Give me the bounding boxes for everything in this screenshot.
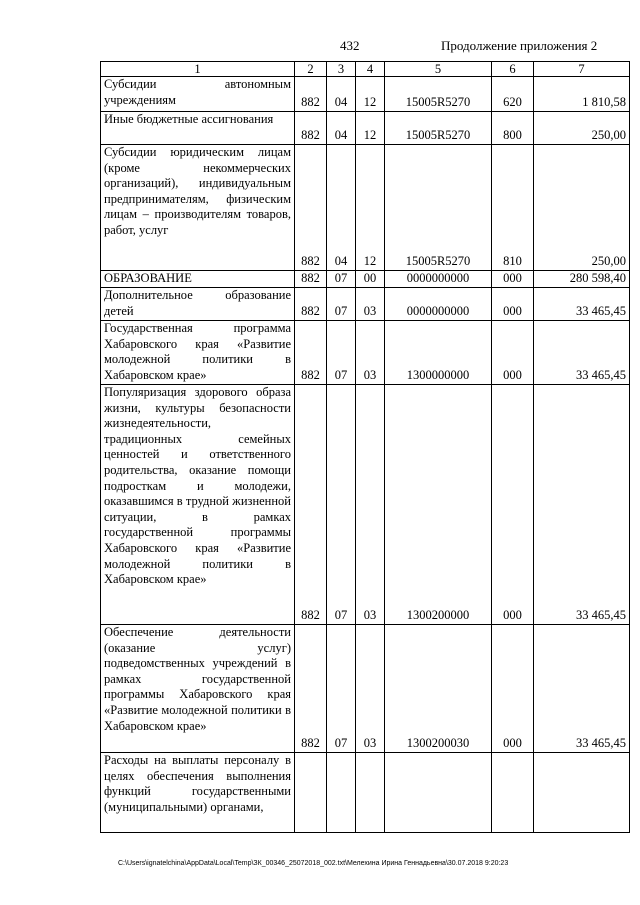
cell-expense-type: 000 — [492, 385, 534, 625]
cell-target-article: 1300000000 — [385, 321, 492, 385]
cell-subsection: 03 — [356, 288, 385, 321]
cell-amount: 250,00 — [534, 112, 630, 145]
cell-amount — [534, 753, 630, 833]
cell-amount: 250,00 — [534, 145, 630, 271]
table-row — [101, 321, 630, 385]
cell-amount: 33 465,45 — [534, 288, 630, 321]
cell-admin-code: 882 — [295, 321, 327, 385]
row-name: Субсидии автономным учреждениям — [101, 77, 295, 112]
header-row — [101, 62, 630, 77]
row-name: Расходы на выплаты персоналу в целях обеспечения выполнения функций государственными (муниципальными) органами, — [101, 753, 295, 833]
table-row — [101, 145, 630, 271]
cell-subsection: 00 — [356, 271, 385, 288]
cell-subsection: 03 — [356, 321, 385, 385]
cell-target-article: 15005R5270 — [385, 145, 492, 271]
column-header: 4 — [356, 62, 385, 77]
file-path-footer: C:\Users\ignatelchina\AppData\Local\Temp\ЗК_00346_25072018_002.txt\Мелехина Ирина Геннадьевна\30.07.2018 9:20:23 — [118, 860, 509, 867]
cell-expense-type: 000 — [492, 288, 534, 321]
cell-section: 07 — [327, 625, 356, 753]
cell-expense-type: 620 — [492, 77, 534, 112]
cell-amount: 33 465,45 — [534, 625, 630, 753]
column-header: 7 — [534, 62, 630, 77]
cell-expense-type: 810 — [492, 145, 534, 271]
row-name: ОБРАЗОВАНИЕ — [101, 271, 295, 288]
cell-target-article: 15005R5270 — [385, 77, 492, 112]
continuation-label: Продолжение приложения 2 — [441, 38, 598, 53]
table-row — [101, 753, 630, 833]
row-name: Обеспечение деятельности (оказание услуг) подведомственных учреждений в рамках государственной программы Хабаровского края «Развитие молодежной политики в Хабаровском крае» — [101, 625, 295, 753]
cell-subsection: 03 — [356, 625, 385, 753]
cell-admin-code: 882 — [295, 77, 327, 112]
cell-subsection — [356, 753, 385, 833]
cell-admin-code — [295, 753, 327, 833]
cell-subsection: 03 — [356, 385, 385, 625]
cell-admin-code: 882 — [295, 288, 327, 321]
cell-target-article: 0000000000 — [385, 271, 492, 288]
column-header: 5 — [385, 62, 492, 77]
cell-section: 04 — [327, 112, 356, 145]
cell-amount: 33 465,45 — [534, 321, 630, 385]
cell-section: 04 — [327, 145, 356, 271]
cell-subsection: 12 — [356, 145, 385, 271]
cell-amount: 1 810,58 — [534, 77, 630, 112]
cell-section: 07 — [327, 321, 356, 385]
cell-admin-code: 882 — [295, 112, 327, 145]
row-name: Государственная программа Хабаровского края «Развитие молодежной политики в Хабаровском крае» — [101, 321, 295, 385]
row-name: Субсидии юридическим лицам (кроме некоммерческих организаций), индивидуальным предпринимателям, физическим лицам – производителям товаров, работ, услуг — [101, 145, 295, 271]
row-name: Популяризация здорового образа жизни, культуры безопасности жизнедеятельности, традиционных семейных ценностей и ответственного родительства, оказание помощи подросткам и молодежи, оказавшимся в трудной жизненной ситуации, в рамках государственной программы Хабаровского края «Развитие молодежной политики в Хабаровском крае» — [101, 385, 295, 625]
cell-section: 07 — [327, 385, 356, 625]
cell-amount: 33 465,45 — [534, 385, 630, 625]
cell-expense-type — [492, 753, 534, 833]
cell-section — [327, 753, 356, 833]
cell-subsection: 12 — [356, 112, 385, 145]
table-row — [101, 625, 630, 753]
row-name: Дополнительное образование детей — [101, 288, 295, 321]
cell-amount: 280 598,40 — [534, 271, 630, 288]
row-name: Иные бюджетные ассигнования — [101, 112, 295, 145]
cell-target-article: 15005R5270 — [385, 112, 492, 145]
column-header: 6 — [492, 62, 534, 77]
cell-target-article: 0000000000 — [385, 288, 492, 321]
cell-section: 07 — [327, 288, 356, 321]
cell-expense-type: 800 — [492, 112, 534, 145]
cell-target-article: 1300200030 — [385, 625, 492, 753]
table-row — [101, 385, 630, 625]
column-header: 1 — [101, 62, 295, 77]
column-header: 2 — [295, 62, 327, 77]
budget-table — [100, 61, 630, 833]
table-row — [101, 271, 630, 288]
cell-expense-type: 000 — [492, 625, 534, 753]
cell-target-article — [385, 753, 492, 833]
cell-admin-code: 882 — [295, 625, 327, 753]
column-header: 3 — [327, 62, 356, 77]
cell-admin-code: 882 — [295, 385, 327, 625]
cell-section: 07 — [327, 271, 356, 288]
page-number: 432 — [340, 38, 360, 53]
cell-target-article: 1300200000 — [385, 385, 492, 625]
cell-subsection: 12 — [356, 77, 385, 112]
cell-expense-type: 000 — [492, 271, 534, 288]
cell-expense-type: 000 — [492, 321, 534, 385]
cell-admin-code: 882 — [295, 145, 327, 271]
table-row — [101, 77, 630, 112]
cell-admin-code: 882 — [295, 271, 327, 288]
table-row — [101, 112, 630, 145]
cell-section: 04 — [327, 77, 356, 112]
table-row — [101, 288, 630, 321]
